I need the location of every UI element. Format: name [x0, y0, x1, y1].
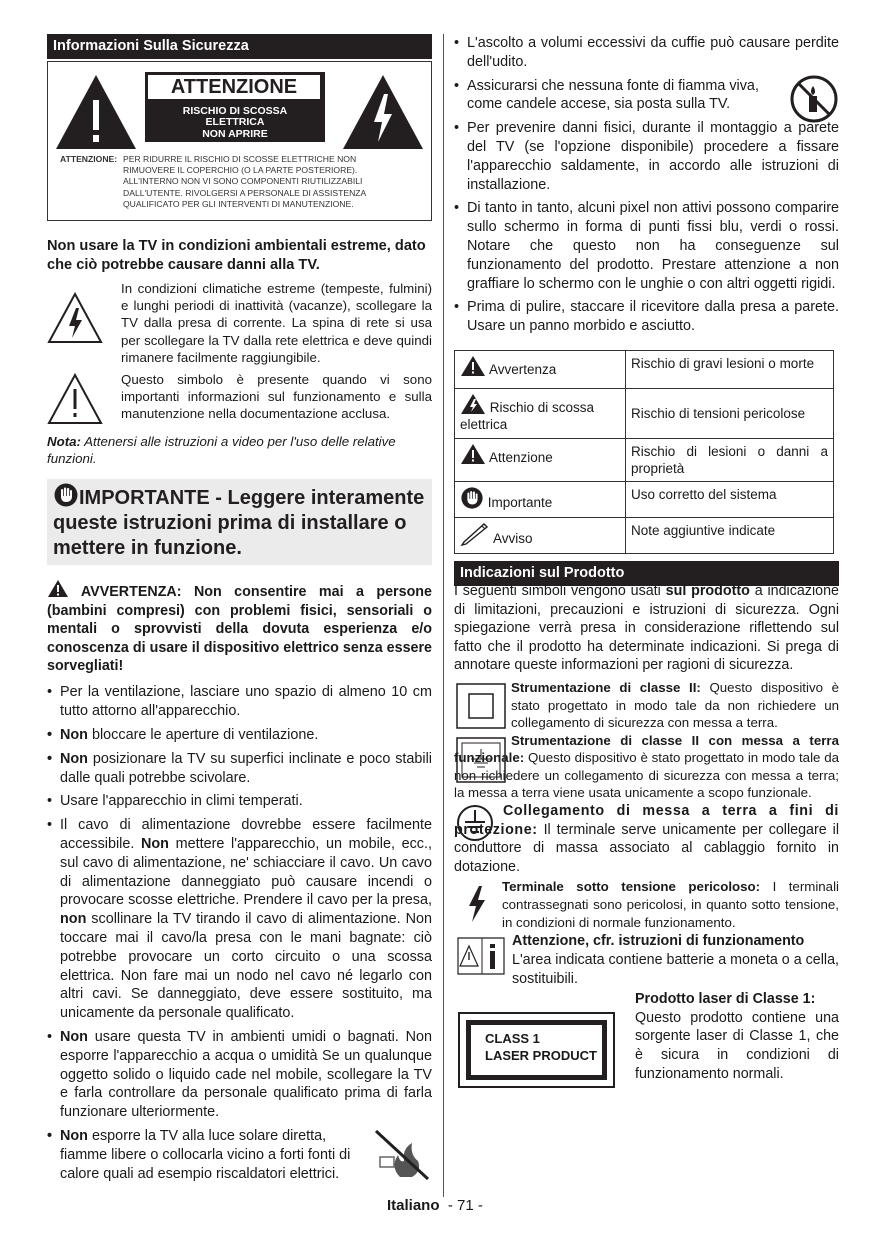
table-row [455, 388, 834, 438]
legend-label: Attenzione [489, 449, 553, 465]
laser-row [454, 990, 839, 1090]
legend-label-cell [455, 350, 626, 388]
product-intro-text: a indicazione di limitazioni, precauzioni e istruzioni di sicurezza. Ogni spiegazione verrà presa in considerazione riflettendo sul fatto che il prodotto ha determinate indicazioni. Si prega di annotare queste informazioni per ragioni di sicurezza. [454, 582, 839, 674]
caution-instructions-icon [456, 936, 508, 976]
list-item: • L'ascolto a volumi eccessivi da cuffie può causare perdite dell'udito. [454, 35, 839, 70]
product-intro-text: I seguenti simboli vengono usati [454, 582, 666, 599]
class-ii-title: Strumentazione di classe II: [511, 679, 701, 695]
caution-notice-label: ATTENZIONE: [60, 154, 118, 164]
section-header-safety: Informazioni Sulla Sicurezza [47, 34, 432, 59]
class-ii-desc: Questo dispositivo è stato progettato in modo tale da non richiedere un collegamento di sicurezza con messa a terra. [511, 679, 839, 731]
class-ii-earth-title: Strumentazione di classe II con messa a terra funzionale: [454, 732, 839, 766]
list-item: • Il cavo di alimentazione dovrebbe essere facilmente accessibile. Non mettere l'apparecchio, un mobile, ecc., sul cavo di alimentazione, ne' schiacciare il cavo. Un cavo di alimentazione danneggiato può causare incendi o provocare scosse elettriche. Prendere il cavo per la presa, non scollinare la TV tirando il cavo di alimentazione. Non toccare mai il cavo/la presa con le mani bagnate: ciò potrebbe provocare un corto circuito o una scossa elettrica. Non fare mai un nodo nel cavo né legarlo con altri cavi. Se danneggiato, deve essere sostituito, ma unicamente da personale qualificato. [47, 817, 432, 1022]
legend-desc-cell: Note aggiuntive indicate [626, 517, 834, 553]
table-row [455, 438, 834, 481]
product-intro-strong: sul prodotto [665, 582, 750, 599]
legend-label-cell [455, 517, 626, 553]
legend-label: Rischio di scossa elettrica [460, 399, 595, 432]
list-item-strong: Non [60, 1029, 88, 1046]
column-divider [443, 34, 444, 1197]
list-item-strong: Non [60, 750, 88, 767]
info-symbol-icon-cell [47, 371, 121, 430]
protective-earth-text [454, 802, 839, 876]
operating-instructions-text [512, 932, 839, 988]
legend-label-cell [455, 388, 626, 438]
storm-row [47, 280, 432, 367]
legend-desc-cell: Rischio di gravi lesioni o morte [626, 350, 834, 388]
class-ii-earth-desc: Questo dispositivo è stato progettato in modo tale da non richiedere un collegamento di sicurezza con messa a terra; la messa a terra viene usata unicamente a scopo funzionale. [454, 750, 839, 801]
laser-desc: Questo prodotto contiene una sorgente laser di Classe 1, che è sicura in condizioni di funzionamento normali. [635, 1009, 839, 1082]
no-open-text: NON APRIRE [202, 128, 268, 140]
warning-icon [47, 579, 69, 598]
pencil-note-icon [460, 522, 490, 546]
list-item-text: L'ascolto a volumi eccessivi da cuffie può causare perdite dell'udito. [467, 35, 839, 70]
storm-text: In condizioni climatiche estreme (tempeste, fulmini) e lunghi periodi di inattività (vacanze), scollegare la TV dalla presa di corrente. La spina di rete si usa per scollegare la TV dalla rete elettrica e deve quindi rimanere facilmente raggiungibile. [121, 280, 432, 366]
no-candle-icon [789, 74, 839, 124]
storm-icon-cell [47, 280, 121, 367]
list-item: • Non posizionare la TV su superfici inclinate e poco stabili dalle quali potrebbe scivolare. [47, 750, 432, 786]
hazardous-terminal-text [502, 878, 839, 932]
exclamation-outline-icon [47, 373, 103, 425]
extreme-conditions-heading: Non usare la TV in condizioni ambientali estreme, dato che ciò potrebbe causare danni alla TV. [47, 238, 426, 273]
lightning-triangle-icon [340, 72, 426, 152]
list-item-text: Di tanto in tanto, alcuni pixel non attivi possono comparire sullo schermo in forma di punti fissi blu, verdi o rossi. Notare che questo non ha conseguenze sul funzionamento del prodotto. Prestare attenzione a non graffiare lo schermo con le unghie o con altri oggetti rigidi. [467, 200, 839, 292]
table-row [455, 517, 834, 553]
hand-stop-icon [53, 483, 79, 507]
attention-icon [460, 443, 486, 465]
list-item-strong: non [60, 911, 87, 928]
list-item-strong: Non [141, 836, 169, 853]
exclamation-triangle-icon [53, 72, 139, 152]
list-item: • Usare l'apparecchio in climi temperati. [47, 792, 432, 811]
class-ii-functional-earth-icon [456, 737, 506, 783]
risk-line1: RISCHIO DI SCOSSA [182, 105, 288, 117]
risk-text [145, 106, 325, 128]
hazardous-terminal-row [454, 878, 839, 932]
info-symbol-text: Questo simbolo è presente quando vi sono importanti informazioni sul funzionamento e sulla manutenzione nella documentazione acclusa. [121, 371, 432, 422]
right-column [454, 34, 839, 1090]
page-footer [387, 1197, 483, 1214]
operating-instructions-title: Attenzione, cfr. istruzioni di funzionamento [512, 933, 805, 950]
warning-icon [460, 355, 486, 377]
operating-instructions-row [454, 932, 839, 988]
list-item-text: Prima di pulire, staccare il ricevitore dalla presa a parete. Usare un panno morbido e asciutto. [467, 299, 839, 335]
electric-shock-icon [460, 393, 486, 415]
left-column [47, 34, 432, 1183]
list-item-text: mettere l'apparecchio, un mobile, ecc., sul cavo di alimentazione, ne' schiacciare il cavo. Un cavo di alimentazione danneggiato può causare incendi o provocare scosse elettriche. Prendere il cavo per la presa, [60, 836, 432, 909]
no-heat-source-icon [372, 1127, 432, 1183]
laser-label-inner [466, 1020, 607, 1080]
list-item-text: Il cavo di alimentazione dovrebbe essere facilmente accessibile. [60, 817, 432, 853]
caution-notice [60, 154, 400, 210]
list-item-text: Usare l'apparecchio in climi temperati. [60, 793, 303, 810]
protective-earth-title: Collegamento di messa a terra a fini di protezione: [454, 803, 839, 838]
operating-instructions-desc: L'area indicata contiene batterie a moneta o a cella, sostituibili. [512, 952, 840, 987]
legend-label-cell [455, 481, 626, 517]
laser-line2: LASER PRODUCT [485, 1048, 597, 1064]
list-item: • Non usare questa TV in ambienti umidi o bagnati. Non esporre l'apparecchio a acqua o umidità Se un qualunque oggetto solido o liquido cade nel mobile, scollegare la TV e farla controllare da personale qualificato prima di farla funzionare ulteriormente. [47, 1029, 432, 1121]
hand-stop-icon [460, 486, 484, 510]
list-item-strong: Non [60, 727, 88, 744]
laser-line1: CLASS 1 [485, 1031, 540, 1047]
list-item: • Prima di pulire, staccare il ricevitore dalla presa a parete. Usare un panno morbido e asciutto. [454, 299, 839, 335]
list-item-text: usare questa TV in ambienti umidi o bagnati. Non esporre l'apparecchio a acqua o umidità Se un qualunque oggetto solido o liquido cade nel mobile, scollegare la TV e farla controllare da personale qualificato prima di farla funzionare ulteriormente. [60, 1029, 432, 1121]
lightning-outline-icon [47, 292, 103, 344]
info-symbol-row [47, 371, 432, 430]
important-title-text: IMPORTANTE - Leggere interamente queste istruzioni prima di installare o mettere in funzione. [53, 487, 425, 560]
section-header-product: Indicazioni sul Prodotto [454, 561, 839, 586]
caution-label-box [47, 61, 432, 221]
warning-paragraph [47, 579, 432, 675]
product-symbols [454, 679, 839, 1090]
symbol-legend-table [454, 350, 834, 554]
list-item-text: bloccare le aperture di ventilazione. [87, 727, 319, 744]
list-item: • Non esporre la TV alla luce solare diretta, fiamme libere o collocarla vicino a forti fonti di calore quali ad esempio riscaldatori elettrici. [47, 1127, 432, 1183]
legend-desc-cell: Rischio di lesioni o danni a proprietà [626, 438, 834, 481]
note-label: Nota: [47, 433, 81, 449]
important-title [53, 483, 426, 561]
risk-line2: ELETTRICA [205, 116, 265, 128]
note [47, 433, 432, 468]
legend-label: Importante [487, 494, 553, 510]
hazardous-terminal-title: Terminale sotto tensione pericoloso: [502, 879, 761, 895]
hazardous-live-icon [464, 884, 490, 924]
legend-label: Avviso [493, 530, 533, 546]
table-row [455, 481, 834, 517]
protective-earth-desc: Il terminale serve unicamente per collegare il conduttore di massa associato al cablaggio fornito in dotazione. [454, 821, 839, 875]
list-item-strong: Non [60, 1128, 88, 1144]
product-intro [454, 582, 839, 675]
laser-text [635, 990, 839, 1083]
warning-text: AVVERTENZA: Non consentire mai a persone (bambini compresi) con problemi fisici, sensoriali o mentali o sprovvisti della dovuta esperienza e/o conoscenza di usare il dispositivo elettrico senza essere sorvegliati! [47, 584, 432, 675]
footer-language: Italiano [387, 1197, 440, 1214]
class-ii-icon [456, 683, 506, 729]
hazardous-terminal-desc: I terminali contrassegnati sono pericolosi, in quanto sotto tensione, in condizioni di normale funzionamento. [502, 879, 839, 931]
laser-title: Prodotto laser di Classe 1: [635, 991, 816, 1008]
list-item-text: Assicurarsi che nessuna fonte di fiamma viva, come candele accese, sia posta sulla TV. [467, 77, 759, 113]
legend-label: Avvertenza [489, 361, 557, 377]
list-item: • Per prevenire danni fisici, durante il montaggio a parete del TV (se l'opzione disponibile) procedere a fissare l'apparecchio saldamente, in accordo alle istruzioni di installazione. [454, 120, 839, 193]
page-number: - 71 - [447, 1197, 483, 1214]
list-item-text: Per la ventilazione, lasciare uno spazio di almeno 10 cm tutto attorno all'apparecchio. [60, 684, 432, 720]
legend-desc-cell: Rischio di tensioni pericolose [626, 388, 834, 438]
table-row [455, 350, 834, 388]
class-ii-earth-text [454, 732, 839, 802]
protective-earth-icon [456, 804, 494, 842]
list-item: • Assicurarsi che nessuna fonte di fiamma viva, come candele accese, sia posta sulla TV. [454, 77, 839, 115]
list-item: • Per la ventilazione, lasciare uno spazio di almeno 10 cm tutto attorno all'apparecchio. [47, 684, 432, 720]
attention-panel [145, 72, 325, 142]
legend-label-cell [455, 438, 626, 481]
protective-earth-row [454, 802, 839, 876]
note-text: Attenersi alle istruzioni a video per l'uso delle relative funzioni. [47, 433, 396, 467]
caution-notice-text: PER RIDURRE IL RISCHIO DI SCOSSE ELETTRICHE NON RIMUOVERE IL COPERCHIO (O LA PARTE POSTERIORE). ALL'INTERNO NON VI SONO COMPONENTI RIUTILIZZABILI DALL'UTENTE. RIVOLGERSI A PERSONALE DI ASSISTENZA QUALIFICATO PER GLI INTERVENTI DI MANUTENZIONE. [123, 154, 366, 209]
class-ii-text [511, 679, 839, 732]
list-item-text: posizionare la TV su superfici inclinate e poco stabili dalle quali potrebbe scivolare. [60, 750, 432, 786]
legend-desc-cell: Uso corretto del sistema [626, 481, 834, 517]
list-item: • Di tanto in tanto, alcuni pixel non attivi possono comparire sullo schermo in forma di punti fissi blu, verdi o rossi. Notare che questo non ha conseguenze sul funzionamento del prodotto. Prestare attenzione a non graffiare lo schermo con le unghie o con altri oggetti rigidi. [454, 200, 839, 292]
list-item-text: Per prevenire danni fisici, durante il montaggio a parete del TV (se l'opzione disponibile) procedere a fissare l'apparecchio saldamente, in accordo alle istruzioni di installazione. [467, 120, 839, 193]
list-item-text: scollinare la TV tirando il cavo di alimentazione. Non toccare mai il cavo/la presa con le mani bagnate: ciò potrebbe provocare un corto circuito o una scossa elettrica. Non fare mai un nodo nel cavo né legarlo con altri cavi. Se danneggiato, deve essere sostituito, ma unicamente da personale qualificato. [60, 911, 432, 1022]
list-item: • Non bloccare le aperture di ventilazione. [47, 727, 319, 744]
laser-label [458, 1012, 615, 1088]
attention-title: ATTENZIONE [147, 74, 321, 100]
important-box [47, 479, 432, 565]
list-item-text: esporre la TV alla luce solare diretta, fiamme libere o collocarla vicino a forti fonti di calore quali ad esempio riscaldatori elettrici. [60, 1128, 351, 1182]
